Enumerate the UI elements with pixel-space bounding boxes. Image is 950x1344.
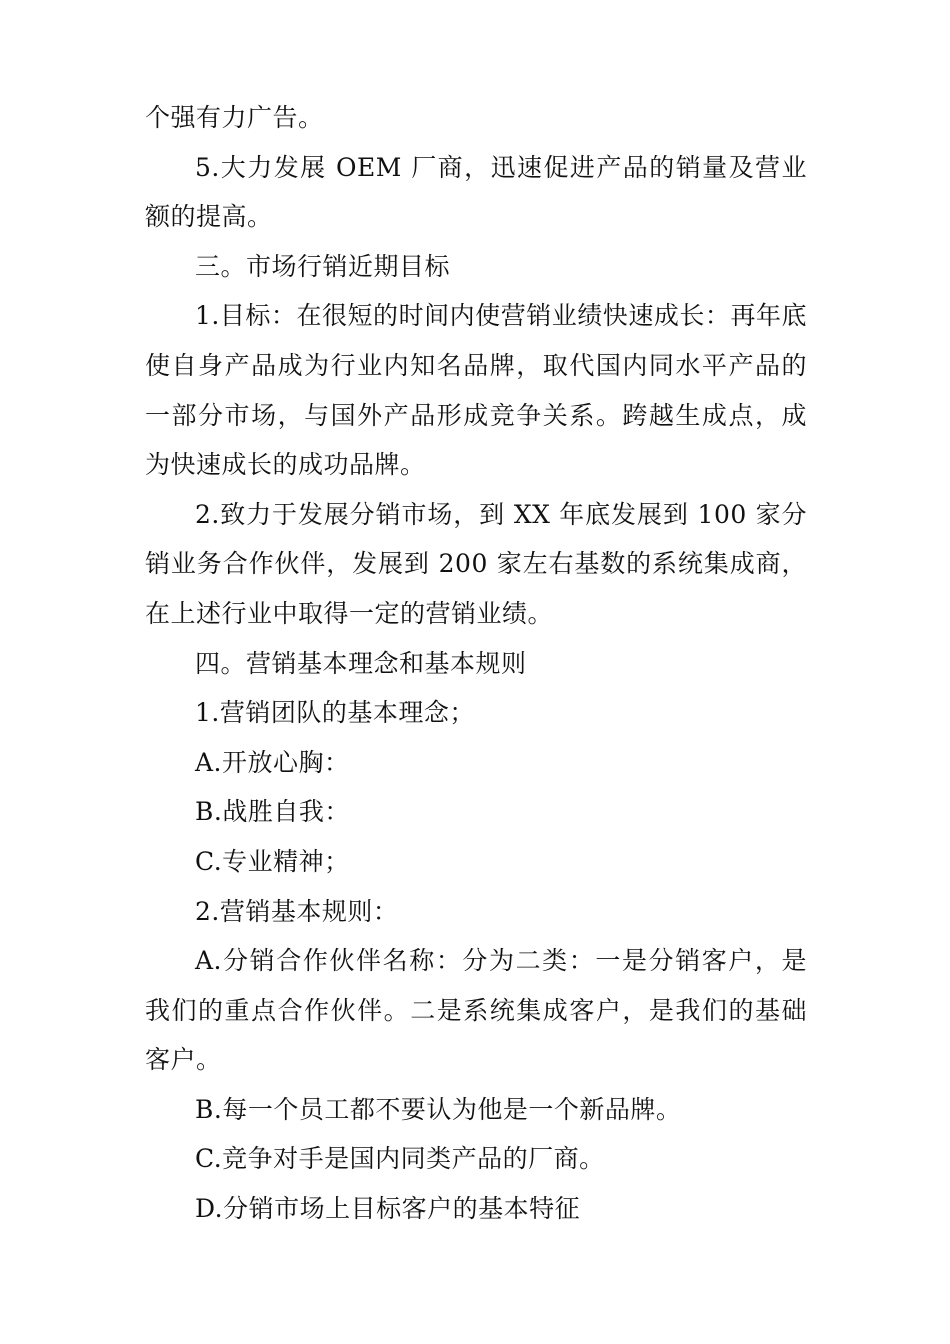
list-item-d-target-customers: D.分销市场上目标客户的基本特征 [195, 1194, 581, 1224]
paragraph-oem: 5.大力发展 OEM 厂商，迅速促进产品的销量及营业额的提高。 [145, 152, 807, 232]
paragraph-team-philosophy: 1.营销团队的基本理念； [195, 698, 475, 728]
list-item-c-competitors: C.竞争对手是国内同类产品的厂商。 [195, 1144, 605, 1174]
document-body [145, 93, 807, 1234]
paragraph-basic-rules: 2.营销基本规则： [195, 896, 399, 926]
section-heading-4: 四。营销基本理念和基本规则 [195, 648, 527, 678]
list-item-a-partners: A.分销合作伙伴名称：分为二类：一是分销客户，是我们的重点合作伙伴。二是系统集成客户，是我们的基础客户。 [145, 946, 807, 1075]
list-item-c-professional: C.专业精神； [195, 846, 350, 876]
section-heading-3: 三。市场行销近期目标 [195, 251, 451, 281]
list-item-b-self: B.战胜自我： [195, 797, 350, 827]
paragraph-ad-ending: 个强有力广告。 [145, 103, 324, 132]
paragraph-goal-1: 1.目标：在很短的时间内使营销业绩快速成长：再年底使自身产品成为行业内知名品牌，取代国内同水平产品的一部分市场，与国外产品形成竞争关系。跨越生成点，成为快速成长的成功品牌。 [145, 301, 807, 480]
list-item-b-employee: B.每一个员工都不要认为他是一个新品牌。 [195, 1094, 682, 1124]
paragraph-goal-2: 2.致力于发展分销市场，到 XX 年底发展到 100 家分销业务合作伙伴，发展到 200 家左右基数的系统集成商，在上述行业中取得一定的营销业绩。 [145, 499, 807, 628]
list-item-a-open-mind: A.开放心胸： [195, 747, 350, 777]
